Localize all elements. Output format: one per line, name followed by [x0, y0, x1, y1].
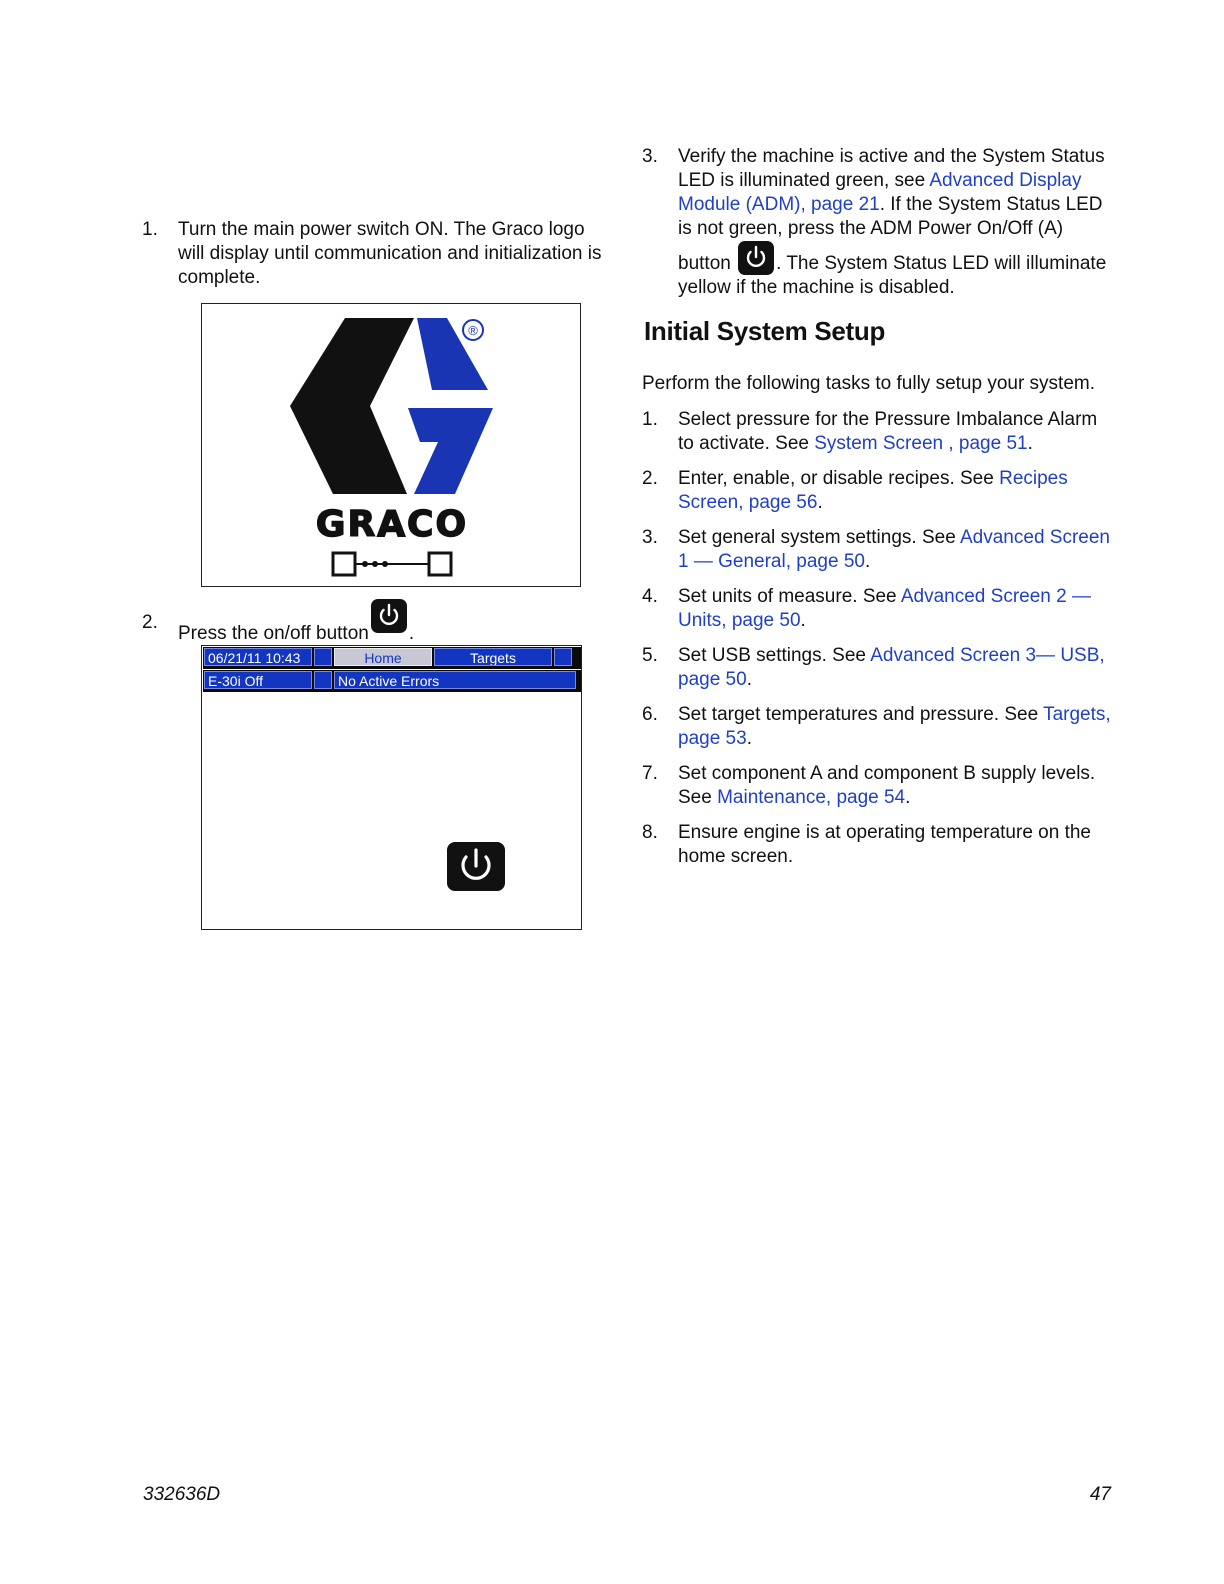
- task-after: .: [746, 669, 752, 690]
- task-item: [642, 821, 1112, 869]
- adm-datetime: 06/21/11 10:43: [204, 648, 312, 666]
- graco-logo-figure: [201, 303, 581, 587]
- step-suffix: .: [408, 623, 415, 644]
- task-link[interactable]: Recipes Screen, page 56: [678, 468, 1068, 513]
- adm-error-status: No Active Errors: [334, 671, 576, 689]
- intro-text: Perform the following tasks to fully setup your system.: [642, 373, 1096, 394]
- task-text: Set target temperatures and pressure. See: [678, 704, 1044, 725]
- document-number: 332636D: [143, 1484, 221, 1505]
- adm-status-row-1: [203, 647, 581, 669]
- task-text: Select pressure for the Pressure Imbalance Alarm to activate. See: [678, 409, 1098, 454]
- task-after: .: [864, 551, 871, 572]
- task-item: [642, 467, 1112, 515]
- task-number: 6.: [642, 704, 658, 725]
- adm-tab-home[interactable]: Home: [334, 648, 432, 666]
- connector-dot-icon: [382, 561, 388, 567]
- task-item: [642, 408, 1112, 456]
- task-after: .: [746, 728, 752, 749]
- left-column-step-2: [142, 599, 612, 644]
- step-text: Turn the main power switch ON. The Graco logo will display until communication and initialization is complete.: [178, 219, 602, 288]
- task-number: 7.: [642, 763, 658, 784]
- setup-task-list: [642, 408, 1112, 869]
- adm-power-button[interactable]: [447, 842, 505, 891]
- registered-mark: ®: [468, 323, 478, 338]
- task-link[interactable]: Advanced Screen 2 — Units, page 50: [678, 586, 1091, 631]
- task-text: Set units of measure. See: [678, 586, 901, 607]
- task-link[interactable]: Targets, page 53: [678, 704, 1111, 749]
- power-button-icon: [738, 241, 774, 275]
- step-text: Press the on/off button: [178, 623, 369, 644]
- task-number: 2.: [642, 468, 658, 489]
- step-text-end: . The System Status LED will illuminate yellow if the machine is disabled.: [678, 253, 1107, 298]
- task-after: .: [800, 610, 806, 631]
- adm-spacer: [314, 648, 332, 666]
- task-after: .: [905, 787, 911, 808]
- task-text: Set general system settings. See: [678, 527, 960, 548]
- adm-spacer: [314, 671, 332, 689]
- graco-logo-icon: [202, 304, 582, 588]
- task-number: 8.: [642, 822, 658, 843]
- task-link[interactable]: Maintenance, page 54: [717, 787, 906, 808]
- connector-right-square-icon: [429, 553, 451, 575]
- task-after: .: [1027, 433, 1033, 454]
- connector-dot-icon: [362, 561, 368, 567]
- adm-spacer: [554, 648, 572, 666]
- left-column: [142, 218, 612, 290]
- right-column: [642, 145, 1112, 880]
- task-item: [642, 585, 1112, 633]
- task-text: Ensure engine is at operating temperature on the home screen.: [678, 822, 1091, 867]
- step-number: 2.: [142, 612, 158, 633]
- graco-wordmark: GRACO: [315, 504, 469, 545]
- step-3: [642, 145, 1112, 300]
- task-link[interactable]: Advanced Screen 1 — General, page 50: [678, 527, 1110, 572]
- page-number: 47: [1089, 1484, 1111, 1505]
- task-number: 1.: [642, 409, 658, 430]
- task-number: 3.: [642, 527, 658, 548]
- adm-home-screen: [201, 645, 582, 930]
- adm-tab-targets[interactable]: Targets: [434, 648, 552, 666]
- step-2: [142, 599, 612, 644]
- step-number: 3.: [642, 146, 658, 167]
- task-text: Enter, enable, or disable recipes. See: [678, 468, 1000, 489]
- task-text: Set component A and component B supply levels. See: [678, 763, 1096, 808]
- logo-black-shape: [290, 318, 414, 494]
- task-item: [642, 703, 1112, 751]
- task-item: [642, 644, 1112, 692]
- task-text: Set USB settings. See: [678, 645, 871, 666]
- task-link[interactable]: System Screen , page 51: [814, 433, 1028, 454]
- task-after: .: [817, 492, 823, 513]
- adm-status-row-2: [203, 670, 581, 692]
- adm-link[interactable]: Advanced Display Module (ADM), page 21: [678, 170, 1082, 215]
- step-text: Verify the machine is active and the System Status LED is illuminated green, see: [678, 146, 1105, 191]
- section-heading: Initial System Setup: [644, 316, 886, 346]
- connector-dot-icon: [372, 561, 378, 567]
- task-number: 5.: [642, 645, 658, 666]
- task-item: [642, 526, 1112, 574]
- task-item: [642, 762, 1112, 810]
- task-link[interactable]: Advanced Screen 3— USB, page 50: [678, 645, 1105, 690]
- step-text-cont: . If the System Status LED is not green, press the ADM Power On/Off (A) button: [678, 194, 1103, 274]
- step-1: [142, 218, 612, 290]
- power-button-icon: [371, 599, 407, 633]
- step-number: 1.: [142, 219, 158, 240]
- power-icon: [447, 842, 505, 891]
- task-number: 4.: [642, 586, 658, 607]
- logo-blue-lower-shape: [408, 408, 493, 494]
- adm-system-status: E-30i Off: [204, 671, 312, 689]
- connector-left-square-icon: [333, 553, 355, 575]
